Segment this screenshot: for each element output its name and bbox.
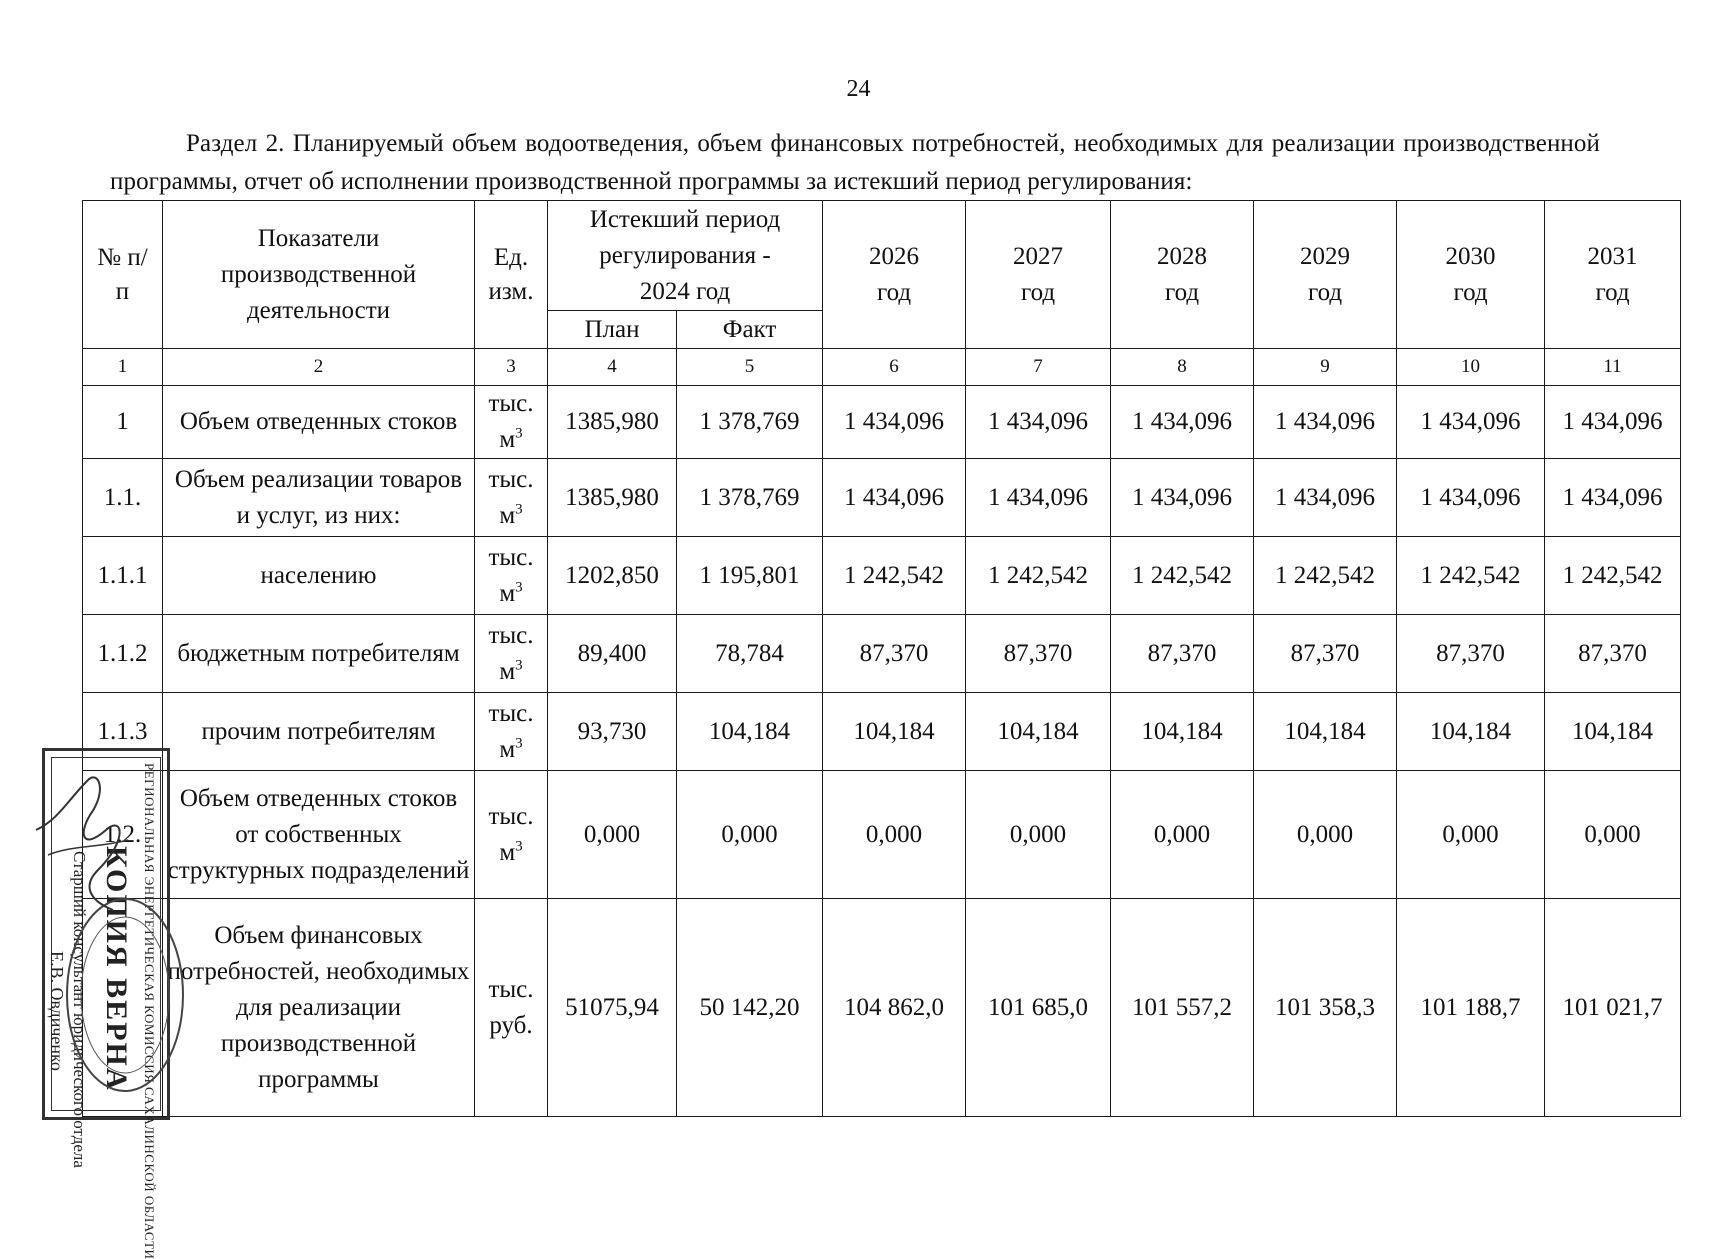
table-cell-value: 101 021,7 xyxy=(1545,899,1681,1117)
column-number: 6 xyxy=(823,349,966,386)
header-fact: Факт xyxy=(677,311,823,349)
table-cell-value: 1 434,096 xyxy=(1397,459,1545,537)
table-cell-value: 1 434,096 xyxy=(1545,459,1681,537)
row-indicator: прочим потребителям xyxy=(163,693,475,771)
section-title: Раздел 2. Планируемый объем водоотведения, объем финансовых потребностей, необходимых для реализации производственной программы, отчет об исполнении производственной программы за истекший период регулирования: xyxy=(110,130,1600,195)
row-indicator: Объем отведенных стоков от собственных структурных подразделений xyxy=(163,771,475,899)
stamp-position: Старший консультант юридического отдела xyxy=(70,851,89,1168)
column-number: 5 xyxy=(677,349,823,386)
unit-line1: тыс. xyxy=(488,621,534,649)
table-cell-value: 104,184 xyxy=(1254,693,1397,771)
row-number: 1.1.1 xyxy=(83,537,163,615)
table-cell-value: 1 242,542 xyxy=(1397,537,1545,615)
header-2029: 2029 год xyxy=(1254,201,1397,349)
row-indicator: Объем реализации товаров и услуг, из них: xyxy=(163,459,475,537)
table-cell-value: 104,184 xyxy=(1397,693,1545,771)
table-cell-value: 1 434,096 xyxy=(1254,459,1397,537)
header-row xyxy=(83,201,1681,311)
row-number: 1.1. xyxy=(83,459,163,537)
column-number: 8 xyxy=(1111,349,1254,386)
table-cell-value: 101 685,0 xyxy=(966,899,1111,1117)
table-cell-value: 1 242,542 xyxy=(1254,537,1397,615)
table-cell-value: 1 434,096 xyxy=(823,386,966,459)
handwritten-signature-icon xyxy=(28,760,138,930)
table-cell-value: 1 242,542 xyxy=(1111,537,1254,615)
row-unit xyxy=(475,537,548,615)
header-unit: Ед. изм. xyxy=(475,201,548,349)
unit-line1: тыс. xyxy=(488,699,534,727)
column-number: 7 xyxy=(966,349,1111,386)
table-cell-value: 1 434,096 xyxy=(1254,386,1397,459)
table-cell-value: 0,000 xyxy=(677,771,823,899)
column-number-row xyxy=(83,349,1681,386)
table-cell-value: 78,784 xyxy=(677,615,823,693)
table-cell-value: 1 434,096 xyxy=(966,386,1111,459)
page-number: 24 xyxy=(846,76,871,102)
table-cell-value: 93,730 xyxy=(548,693,677,771)
column-number: 1 xyxy=(83,349,163,386)
row-number: 1.1.3 xyxy=(83,693,163,771)
column-number: 3 xyxy=(475,349,548,386)
unit-superscript: 3 xyxy=(515,425,523,442)
table-cell-value: 0,000 xyxy=(966,771,1111,899)
row-unit xyxy=(475,771,548,899)
column-number: 4 xyxy=(548,349,677,386)
table-cell-value: 1385,980 xyxy=(548,459,677,537)
table-cell-value: 104,184 xyxy=(1111,693,1254,771)
table-cell-value: 0,000 xyxy=(823,771,966,899)
row-number: 1.2. xyxy=(83,771,163,899)
table-cell-value: 87,370 xyxy=(966,615,1111,693)
table-cell-value: 0,000 xyxy=(1254,771,1397,899)
unit-line1: тыс. xyxy=(488,543,534,571)
unit-line1: тыс. xyxy=(488,465,534,493)
header-indicator: Показатели производственной деятельности xyxy=(163,201,475,349)
unit-line2: м xyxy=(499,501,516,529)
row-indicator: населению xyxy=(163,537,475,615)
header-2028: 2028 год xyxy=(1111,201,1254,349)
table-cell-value: 1202,850 xyxy=(548,537,677,615)
table-row xyxy=(83,459,1681,537)
row-indicator: бюджетным потребителям xyxy=(163,615,475,693)
table-cell-value: 1 434,096 xyxy=(823,459,966,537)
header-2027: 2027 год xyxy=(966,201,1111,349)
table-cell-value: 87,370 xyxy=(823,615,966,693)
table-cell-value: 101 358,3 xyxy=(1254,899,1397,1117)
row-unit xyxy=(475,459,548,537)
unit-line2: м xyxy=(499,579,516,607)
row-unit xyxy=(475,615,548,693)
table-cell-value: 89,400 xyxy=(548,615,677,693)
unit-line2: м xyxy=(499,426,516,453)
table-cell-value: 101 188,7 xyxy=(1397,899,1545,1117)
table-cell-value: 87,370 xyxy=(1397,615,1545,693)
row-unit xyxy=(475,693,548,771)
table-cell-value: 1 242,542 xyxy=(1545,537,1681,615)
table-row xyxy=(83,537,1681,615)
unit-line2: м xyxy=(499,735,516,763)
unit-superscript: 3 xyxy=(515,579,523,596)
unit-line2: м xyxy=(499,838,516,866)
header-2030: 2030 год xyxy=(1397,201,1545,349)
row-number: 1 xyxy=(83,386,163,459)
production-program-table xyxy=(82,200,1681,1117)
table-cell-value: 1 242,542 xyxy=(823,537,966,615)
table-row xyxy=(83,771,1681,899)
table-cell-value: 1 434,096 xyxy=(1545,386,1681,459)
table-row xyxy=(83,615,1681,693)
unit-superscript: 3 xyxy=(515,501,523,518)
stamp-signatory: Е.В. Овдиченко xyxy=(47,951,67,1071)
stamp-title: КОПИЯ ВЕРНА xyxy=(100,846,133,1092)
table-cell-value: 0,000 xyxy=(548,771,677,899)
table-cell-value: 104,184 xyxy=(677,693,823,771)
unit-line1: тыс. xyxy=(488,802,534,830)
table-cell-value: 50 142,20 xyxy=(677,899,823,1117)
table-cell-value: 0,000 xyxy=(1545,771,1681,899)
table-cell-value: 1 242,542 xyxy=(966,537,1111,615)
unit-line2: м xyxy=(499,657,516,685)
column-number: 10 xyxy=(1397,349,1545,386)
row-unit xyxy=(475,386,548,459)
column-number: 2 xyxy=(163,349,475,386)
table-cell-value: 1 434,096 xyxy=(1397,386,1545,459)
table-cell-value: 104,184 xyxy=(823,693,966,771)
table-cell-value: 1 434,096 xyxy=(1111,386,1254,459)
unit-line2: руб. xyxy=(489,1011,533,1039)
table-cell-value: 51075,94 xyxy=(548,899,677,1117)
table-cell-value: 1 434,096 xyxy=(966,459,1111,537)
header-2031: 2031 год xyxy=(1545,201,1681,349)
table-cell-value: 0,000 xyxy=(1111,771,1254,899)
table-cell-value: 1385,980 xyxy=(548,386,677,459)
row-indicator: Объем финансовых потребностей, необходимых для реализации производственной программы xyxy=(163,899,475,1117)
header-2026: 2026 год xyxy=(823,201,966,349)
unit-superscript: 3 xyxy=(515,735,523,752)
column-number: 9 xyxy=(1254,349,1397,386)
table-cell-value: 104,184 xyxy=(1545,693,1681,771)
table-cell-value: 1 434,096 xyxy=(1111,459,1254,537)
unit-superscript: 3 xyxy=(515,838,523,855)
table-cell-value: 1 378,769 xyxy=(677,386,823,459)
table-row xyxy=(83,899,1681,1117)
row-indicator: Объем отведенных стоков xyxy=(163,386,475,459)
table-cell-value: 87,370 xyxy=(1545,615,1681,693)
table-row xyxy=(83,386,1681,459)
table-row xyxy=(83,693,1681,771)
table-cell-value: 1 195,801 xyxy=(677,537,823,615)
header-plan: План xyxy=(548,311,677,349)
header-period: Истекший период регулирования - 2024 год xyxy=(548,201,823,311)
table-cell-value: 104,184 xyxy=(966,693,1111,771)
table-cell-value: 87,370 xyxy=(1111,615,1254,693)
row-unit xyxy=(475,899,548,1117)
unit-line1: тыс. xyxy=(488,975,534,1003)
stamp-organization: РЕГИОНАЛЬНАЯ ЭНЕРГЕТИЧЕСКАЯ КОМИССИЯ САХАЛИНСКОЙ ОБЛАСТИ xyxy=(142,763,157,1259)
table-cell-value: 104 862,0 xyxy=(823,899,966,1117)
table-cell-value: 101 557,2 xyxy=(1111,899,1254,1117)
table-cell-value: 0,000 xyxy=(1397,771,1545,899)
table-cell-value: 1 378,769 xyxy=(677,459,823,537)
header-num: № п/п xyxy=(83,201,163,349)
row-number: 1.1.2 xyxy=(83,615,163,693)
unit-line1: тыс. xyxy=(488,390,534,417)
column-number: 11 xyxy=(1545,349,1681,386)
unit-superscript: 3 xyxy=(515,657,523,674)
table-cell-value: 87,370 xyxy=(1254,615,1397,693)
